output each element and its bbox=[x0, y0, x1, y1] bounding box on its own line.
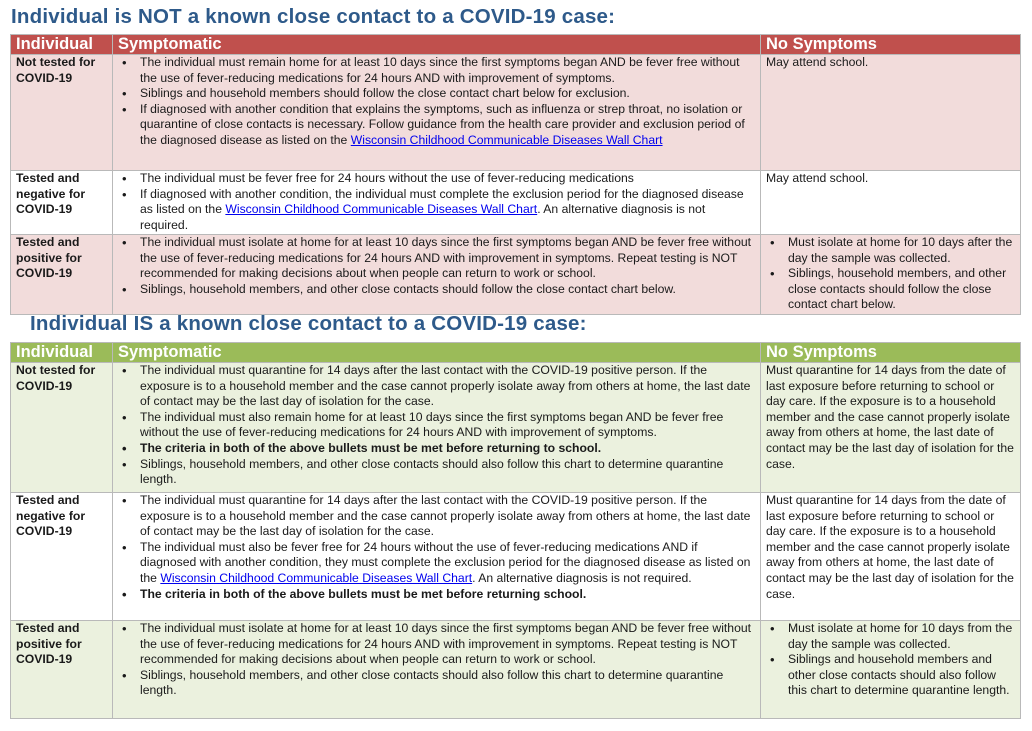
list-item: • The individual must isolate at home for at least 10 days since the first symptoms began AND be fever free without the use of fever-reducing medications for 24 hours AND with improvement in symptoms. Repeat testing is NOT recommended for making decisions about when people can return to work or school. bbox=[140, 235, 756, 282]
header-individual: Individual bbox=[11, 343, 113, 363]
list-item bbox=[140, 187, 756, 234]
list-item: • Must isolate at home for 10 days from the day the sample was collected. bbox=[788, 621, 1016, 652]
list-item: • Siblings and household members and other close contacts should also follow this chart to determine quarantine length. bbox=[788, 652, 1016, 699]
row-label: Tested and negative for COVID-19 bbox=[11, 493, 113, 621]
table-row bbox=[11, 621, 1021, 719]
row-label: Tested and positive for COVID-19 bbox=[11, 621, 113, 719]
table-row bbox=[11, 55, 1021, 171]
list-item-text: The individual must also be fever free for 24 hours without the use of fever-reducing medications AND if diagnosed with another condition, they must complete the exclusion period for the diagnosed disease as listed on the bbox=[140, 539, 751, 585]
table-close-contact bbox=[10, 342, 1021, 719]
no-symptoms-cell bbox=[761, 621, 1021, 719]
list-item-text: . An alternative diagnosis is not required. bbox=[472, 570, 692, 585]
header-no-symptoms: No Symptoms bbox=[761, 35, 1021, 55]
list-item: • The individual must also remain home for at least 10 days since the first symptoms began AND be fever free without the use of fever-reducing medications for 24 hours AND with improvement of symptoms. bbox=[140, 410, 756, 441]
header-symptomatic: Symptomatic bbox=[113, 343, 761, 363]
symptomatic-cell bbox=[113, 235, 761, 315]
list-item: • The individual must be fever free for 24 hours without the use of fever-reducing medications bbox=[140, 171, 756, 187]
row-label: Not tested for COVID-19 bbox=[11, 55, 113, 171]
wall-chart-link[interactable]: Wisconsin Childhood Communicable Diseases Wall Chart bbox=[160, 570, 473, 585]
symptomatic-cell bbox=[113, 55, 761, 171]
list-item: • Siblings, household members, and other close contacts should follow the close contact chart below. bbox=[788, 266, 1016, 313]
no-symptoms-cell: May attend school. bbox=[761, 55, 1021, 171]
list-item: • The individual must remain home for at least 10 days since the first symptoms began AND be fever free without the use of fever-reducing medications for 24 hours AND with improvement of symptoms. bbox=[140, 55, 756, 86]
no-symptoms-cell bbox=[761, 235, 1021, 315]
row-label: Tested and positive for COVID-19 bbox=[11, 235, 113, 315]
symptomatic-cell bbox=[113, 621, 761, 719]
no-symptoms-cell: Must quarantine for 14 days from the date of last exposure before returning to school or day care. If the exposure is to a household member and the case cannot properly isolate away from others at home, the last date of contact may be the last day of isolation for the case. bbox=[761, 363, 1021, 493]
header-individual: Individual bbox=[11, 35, 113, 55]
no-symptoms-cell: Must quarantine for 14 days from the date of last exposure before returning to school or day care. If the exposure is to a household member and the case cannot properly isolate away from others at home, the last date of contact may be the last day of isolation for the case. bbox=[761, 493, 1021, 621]
list-item: • The criteria in both of the above bullets must be met before returning school. bbox=[140, 587, 756, 603]
list-item: • Siblings, household members, and other close contacts should also follow this chart to determine quarantine length. bbox=[140, 457, 756, 488]
table-row bbox=[11, 171, 1021, 235]
no-symptoms-cell: May attend school. bbox=[761, 171, 1021, 235]
table-header-row bbox=[11, 343, 1021, 363]
list-item-text: If diagnosed with another condition that explains the symptoms, such as influenza or strep throat, no isolation or quarantine of close contacts is necessary. Follow guidance from the health care provider and exclusion period of the diagnosed disease as listed on the bbox=[140, 101, 745, 147]
list-item: • The individual must quarantine for 14 days after the last contact with the COVID-19 positive person. If the exposure is to a household member and the case cannot properly isolate away from others at home, the last date of contact may be the last day of isolation for the case. bbox=[140, 363, 756, 410]
table-row bbox=[11, 235, 1021, 315]
header-symptomatic: Symptomatic bbox=[113, 35, 761, 55]
table-header-row bbox=[11, 35, 1021, 55]
list-item: • Siblings and household members should follow the close contact chart below for exclusion. bbox=[140, 86, 756, 102]
wall-chart-link[interactable]: Wisconsin Childhood Communicable Diseases Wall Chart bbox=[350, 132, 663, 147]
list-item: • Siblings, household members, and other close contacts should follow the close contact chart below. bbox=[140, 282, 756, 298]
list-item-text: . An alternative diagnosis is not required. bbox=[140, 202, 706, 232]
table-row bbox=[11, 363, 1021, 493]
list-item bbox=[140, 540, 756, 587]
symptomatic-cell bbox=[113, 363, 761, 493]
list-item: • Must isolate at home for 10 days after the day the sample was collected. bbox=[788, 235, 1016, 266]
symptomatic-cell bbox=[113, 493, 761, 621]
list-item: • The criteria in both of the above bullets must be met before returning to school. bbox=[140, 441, 756, 457]
header-no-symptoms: No Symptoms bbox=[761, 343, 1021, 363]
table-row bbox=[11, 493, 1021, 621]
table-not-close-contact bbox=[10, 34, 1021, 315]
row-label: Tested and negative for COVID-19 bbox=[11, 171, 113, 235]
section-title-not-close-contact: Individual is NOT a known close contact to a COVID-19 case: bbox=[11, 5, 616, 28]
list-item: • The individual must isolate at home for at least 10 days since the first symptoms began AND be fever free without the use of fever-reducing medications for 24 hours AND with improvement in symptoms. Repeat testing is NOT recommended for making decisions about when people can return to work or school. bbox=[140, 621, 756, 668]
wall-chart-link[interactable]: Wisconsin Childhood Communicable Diseases Wall Chart bbox=[225, 202, 538, 217]
list-item: • Siblings, household members, and other close contacts should also follow this chart to determine quarantine length. bbox=[140, 668, 756, 699]
list-item bbox=[140, 102, 756, 149]
row-label: Not tested for COVID-19 bbox=[11, 363, 113, 493]
list-item-text: If diagnosed with another condition, the individual must complete the exclusion period for the diagnosed disease as listed on the bbox=[140, 186, 744, 217]
section-title-close-contact: Individual IS a known close contact to a COVID-19 case: bbox=[30, 312, 587, 335]
symptomatic-cell bbox=[113, 171, 761, 235]
list-item: • The individual must quarantine for 14 days after the last contact with the COVID-19 positive person. If the exposure is to a household member and the case cannot properly isolate away from others at home, the last date of contact may be the last day of isolation for the case. bbox=[140, 493, 756, 540]
